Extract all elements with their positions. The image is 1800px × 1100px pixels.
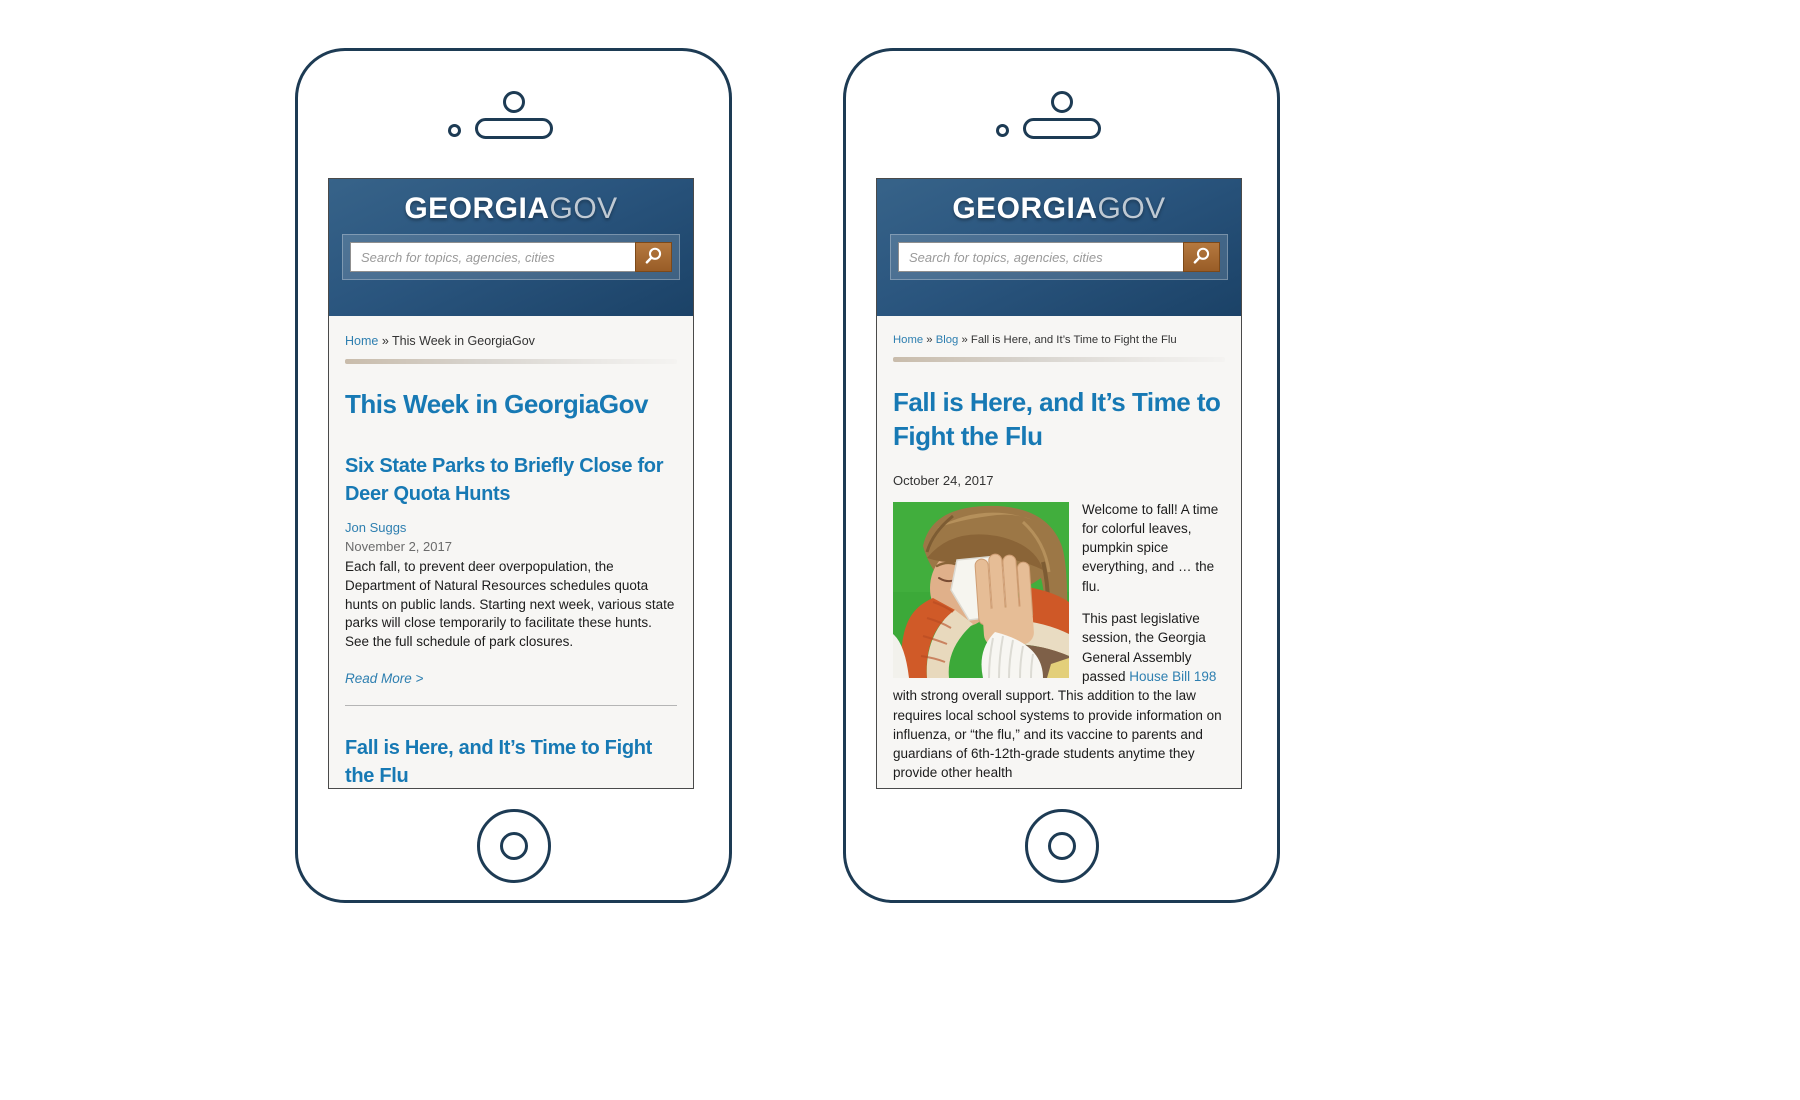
search-bar (890, 234, 1228, 280)
page-content (329, 316, 693, 789)
article-divider (345, 705, 677, 706)
article-excerpt: Each fall, to prevent deer overpopulation, the Department of Natural Resources schedules quota hunts on public lands. Starting next week, various state parks will close temporarily to facilitate these hunts. See the full schedule of park closures. (345, 558, 675, 650)
screen-left (328, 178, 694, 789)
breadcrumb (345, 316, 677, 348)
site-header (877, 179, 1241, 316)
read-more-link[interactable]: Read More > (345, 671, 424, 687)
post-title: Fall is Here, and It’s Time to Fight the Flu (893, 387, 1221, 451)
home-button[interactable] (477, 809, 551, 883)
speaker-slot (1023, 118, 1101, 139)
article-title-link[interactable]: Fall is Here, and It’s Time to Fight the Flu (345, 737, 653, 788)
logo-gov: GOV (549, 192, 618, 225)
site-header (329, 179, 693, 316)
camera-icon (1051, 91, 1073, 113)
post-date: October 24, 2017 (893, 472, 994, 488)
sensor-dot (448, 124, 461, 137)
page-title: This Week in GeorgiaGov (345, 389, 648, 419)
paragraph-text: with strong overall support. This addition to the law requires local school systems to provide information on influenza, or “the flu,” and its vaccine to parents and guardians of 6th-12th-grade students anytime they provide other health (893, 688, 1222, 781)
post-body (893, 500, 1225, 783)
search-input[interactable] (350, 242, 635, 272)
screen-right (876, 178, 1242, 789)
post-paragraph-1: Welcome to fall! A time for colorful leaves, pumpkin spice everything, and … the flu. (1082, 501, 1219, 594)
sensor-dot (996, 124, 1009, 137)
paragraph-text: This past legislative session, the Georgia General Assembly passed (1082, 611, 1206, 684)
georgiagov-logo (329, 179, 693, 226)
breadcrumb-current: Fall is Here, and It’s Time to Fight the Flu (970, 334, 1177, 346)
phone-mockup-right (843, 48, 1280, 903)
breadcrumb-current: This Week in GeorgiaGov (392, 334, 535, 348)
phone-mockup-left (295, 48, 732, 903)
flu-photo (893, 502, 1069, 678)
page-content (877, 316, 1241, 783)
publish-date: November 2, 2017 (345, 538, 452, 554)
georgiagov-logo (877, 179, 1241, 226)
breadcrumb-separator: » (381, 334, 389, 348)
logo-georgia: GEORGIA (952, 192, 1098, 225)
breadcrumb-separator: » (961, 334, 968, 346)
home-button-inner (1048, 832, 1076, 860)
breadcrumb-divider (345, 359, 677, 364)
logo-georgia: GEORGIA (404, 192, 550, 225)
breadcrumb-blog-link[interactable]: Blog (935, 334, 959, 346)
search-button[interactable] (635, 242, 672, 272)
magnifier-icon (1192, 246, 1211, 268)
logo-gov: GOV (1097, 192, 1166, 225)
home-button-inner (500, 832, 528, 860)
house-bill-198-link[interactable]: House Bill 198 (1129, 668, 1217, 684)
search-bar (342, 234, 680, 280)
breadcrumb-home-link[interactable]: Home (893, 334, 924, 346)
home-button[interactable] (1025, 809, 1099, 883)
breadcrumb (893, 316, 1225, 346)
breadcrumb-divider (893, 357, 1225, 362)
breadcrumb-home-link[interactable]: Home (345, 334, 379, 348)
author-link[interactable]: Jon Suggs (345, 519, 407, 535)
camera-icon (503, 91, 525, 113)
article-title-link[interactable]: Six State Parks to Briefly Close for Deer Quota Hunts (345, 454, 664, 505)
speaker-slot (475, 118, 553, 139)
search-input[interactable] (898, 242, 1183, 272)
search-button[interactable] (1183, 242, 1220, 272)
magnifier-icon (644, 246, 663, 268)
breadcrumb-separator: » (926, 334, 933, 346)
